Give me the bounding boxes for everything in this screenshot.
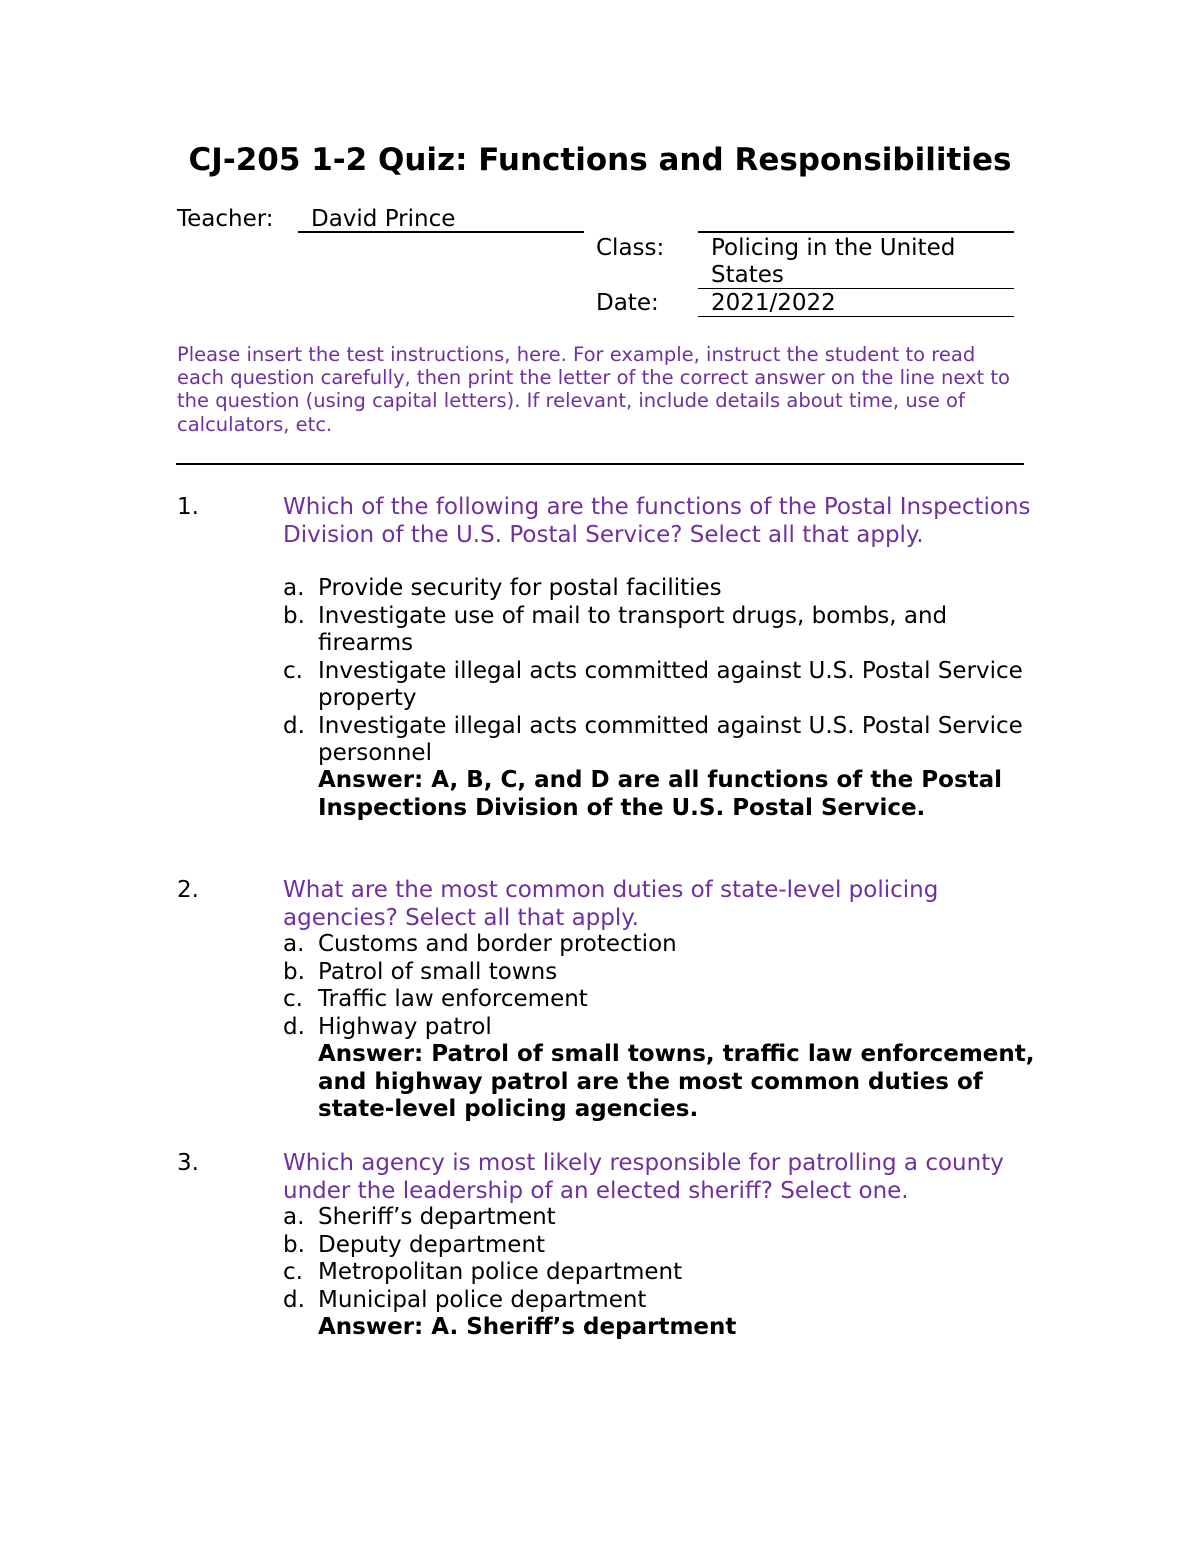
option-letter: b. <box>283 958 305 985</box>
question-text: Which of the following are the functions of the Postal Inspections Division of the U.S. Postal Service? Select all that apply. <box>283 494 1031 548</box>
question-number: 2. <box>177 877 199 903</box>
option-c <box>283 658 1038 713</box>
option-a <box>283 1204 1038 1232</box>
option-letter: c. <box>283 986 303 1012</box>
option-a <box>283 931 1038 959</box>
answer-text: Answer: Patrol of small towns, traffic law enforcement, and highway patrol are the most common duties of state-level policing agencies. <box>318 1041 1035 1122</box>
option-text: Metropolitan police department <box>318 1259 683 1285</box>
option-list <box>283 1204 1038 1314</box>
teacher-underline <box>298 231 584 233</box>
option-text: Investigate illegal acts committed against U.S. Postal Service personnel <box>318 712 1023 766</box>
option-c <box>283 986 1038 1014</box>
answer-text: Answer: A. Sheriff’s department <box>318 1314 737 1340</box>
option-letter: a. <box>283 1204 305 1230</box>
option-b <box>283 959 1038 987</box>
test-instructions: Please insert the test instructions, here. For example, instruct the student to read each question carefully, then print the letter of the correct answer on the line next to the question (using capital letters). If relevant, include details about time, use of calculators, etc. <box>177 343 1010 436</box>
option-b <box>283 603 1038 658</box>
page-title: CJ-205 1-2 Quiz: Functions and Responsibilities <box>188 142 1012 178</box>
option-a <box>283 575 1038 603</box>
class-value: Policing in the United States <box>711 235 956 288</box>
option-letter: b. <box>283 602 305 629</box>
option-text: Provide security for postal facilities <box>318 575 722 601</box>
option-letter: c. <box>283 657 303 684</box>
date-underline <box>698 316 1014 317</box>
option-list <box>283 575 1038 768</box>
date-label: Date: <box>596 290 659 316</box>
option-d <box>283 1014 1038 1042</box>
option-text: Investigate use of mail to transport drugs, bombs, and firearms <box>318 602 948 656</box>
option-letter: d. <box>283 1286 305 1313</box>
option-text: Municipal police department <box>318 1286 647 1313</box>
option-c <box>283 1259 1038 1287</box>
option-list <box>283 931 1038 1041</box>
option-text: Patrol of small towns <box>318 958 558 985</box>
question-text: Which agency is most likely responsible for patrolling a county under the leadership of an elected sheriff? Select one. <box>283 1150 1004 1204</box>
question-number: 1. <box>177 494 199 520</box>
teacher-value: David Prince <box>311 206 456 232</box>
option-text: Deputy department <box>318 1231 546 1258</box>
option-letter: a. <box>283 931 305 957</box>
option-letter: a. <box>283 575 305 601</box>
option-text: Highway patrol <box>318 1013 492 1040</box>
option-d <box>283 713 1038 768</box>
class-underline <box>698 288 1014 289</box>
option-letter: d. <box>283 1013 305 1040</box>
question-number: 3. <box>177 1150 199 1176</box>
teacher-label: Teacher: <box>177 206 274 232</box>
class-label: Class: <box>596 235 665 261</box>
option-b <box>283 1232 1038 1260</box>
option-text: Customs and border protection <box>318 931 677 957</box>
option-text: Investigate illegal acts committed against U.S. Postal Service property <box>318 657 1023 711</box>
option-letter: c. <box>283 1259 303 1285</box>
answer-text: Answer: A, B, C, and D are all functions of the Postal Inspections Division of the U.S. Postal Service. <box>318 767 1003 821</box>
date-value: 2021/2022 <box>711 290 836 316</box>
section-divider <box>176 463 1024 465</box>
question-text: What are the most common duties of state-level policing agencies? Select all that apply. <box>283 877 939 931</box>
class-top-rule <box>698 231 1014 233</box>
option-letter: b. <box>283 1231 305 1258</box>
option-letter: d. <box>283 712 305 739</box>
option-d <box>283 1287 1038 1315</box>
option-text: Sheriff’s department <box>318 1204 556 1230</box>
option-text: Traffic law enforcement <box>318 986 588 1012</box>
